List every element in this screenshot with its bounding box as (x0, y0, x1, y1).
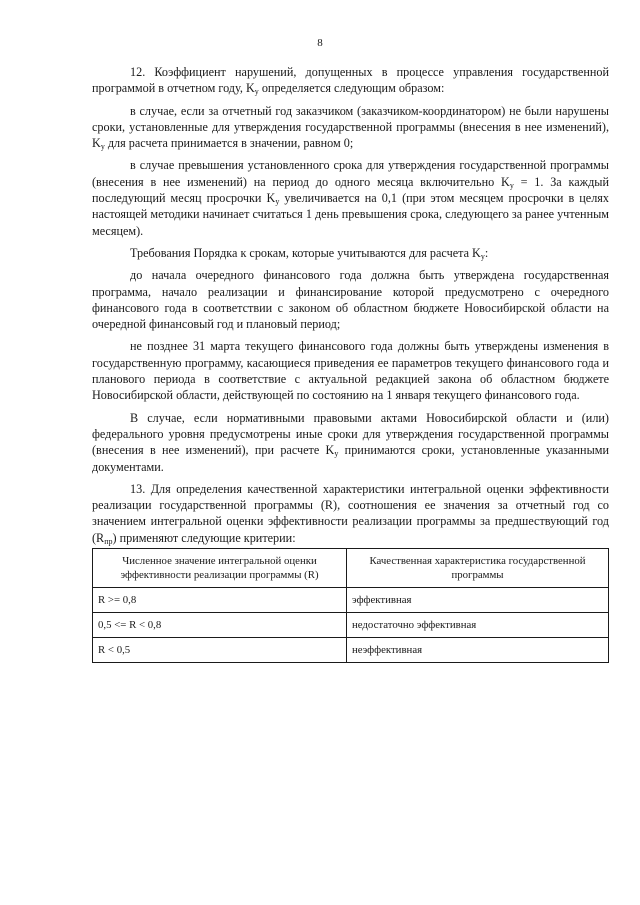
table-cell-characteristic: неэффективная (347, 638, 609, 663)
page-number: 8 (317, 37, 323, 49)
table-header-value: Численное значение интегральной оценки эффективности реализации программы (R) (93, 549, 347, 588)
paragraph-requirements: Требования Порядка к срокам, которые учитываются для расчета $K_y$: (130, 245, 489, 261)
table-cell-value: 0,5 <= R < 0,8 (93, 613, 347, 638)
document-body (92, 64, 609, 663)
paragraph-violation: в случае превышения установленного срока для утверждения государственной программы (внесения в нее изменений) на период до одного месяца включительно $K_y = 1$. За каждый последующий месяц просрочки $K_y$ увеличивается на 0,1 (при этом месяцем просрочки в целях настоящей методики начинает считаться 1 день превышения срока, следующего за ранее учтенным месяцем). (92, 158, 609, 238)
paragraph-no-violation: в случае, если за отчетный год заказчиком (заказчиком-координатором) не были нарушены сроки, установленные для утверждения государственной программы (внесения в нее изменений), $K_y$ для расчета принимается в значении, равном 0; (92, 103, 609, 152)
table-header-characteristic: Качественная характеристика государственной программы (347, 549, 609, 588)
table-cell-characteristic: эффективная (347, 588, 609, 613)
paragraph-other-terms: В случае, если нормативными правовыми актами Новосибирской области и (или) федерального уровня предусмотрены иные сроки для утверждения государственной программы (внесения в нее изменений), при расчете $K_y$ принимаются сроки, установленные указанными документами. (92, 410, 609, 474)
paragraph-march-31: не позднее 31 марта текущего финансового года должны быть утверждены изменения в государственную программу, касающиеся приведения ее параметров текущего финансового года и планового периода в соответствие с актуальной редакцией закона об областном бюджете Новосибирской области, действующей по состоянию на 1 января текущего финансового года. (92, 339, 609, 403)
paragraph-13: 13. Для определения качественной характеристики интегральной оценки эффективности реализации государственной программы (R), соотношения ее значения за отчетный год со значением интегральной оценки эффективности реализации программы за предшествующий год $(R_{пр})$ применяют следующие критерии: (92, 481, 609, 546)
table-cell-value: R >= 0,8 (93, 588, 347, 613)
table-cell-value: R < 0,5 (93, 638, 347, 663)
table-cell-characteristic: недостаточно эффективная (347, 613, 609, 638)
table-row (93, 638, 609, 663)
table-header-row (93, 549, 609, 588)
table-row (93, 613, 609, 638)
table-row (93, 588, 609, 613)
criteria-table (92, 548, 609, 663)
paragraph-before-fiscal-year: до начала очередного финансового года должна быть утверждена государственная программа, начало реализации и финансирование которой предусмотрено с очередного финансового года в соответствии с законом об областном бюджете Новосибирской области на очередной финансовый год и плановый период; (92, 268, 609, 332)
paragraph-12: 12. Коэффициент нарушений, допущенных в процессе управления государственной программой в отчетном году, $K_y$ определяется следующим образом: (92, 65, 609, 97)
